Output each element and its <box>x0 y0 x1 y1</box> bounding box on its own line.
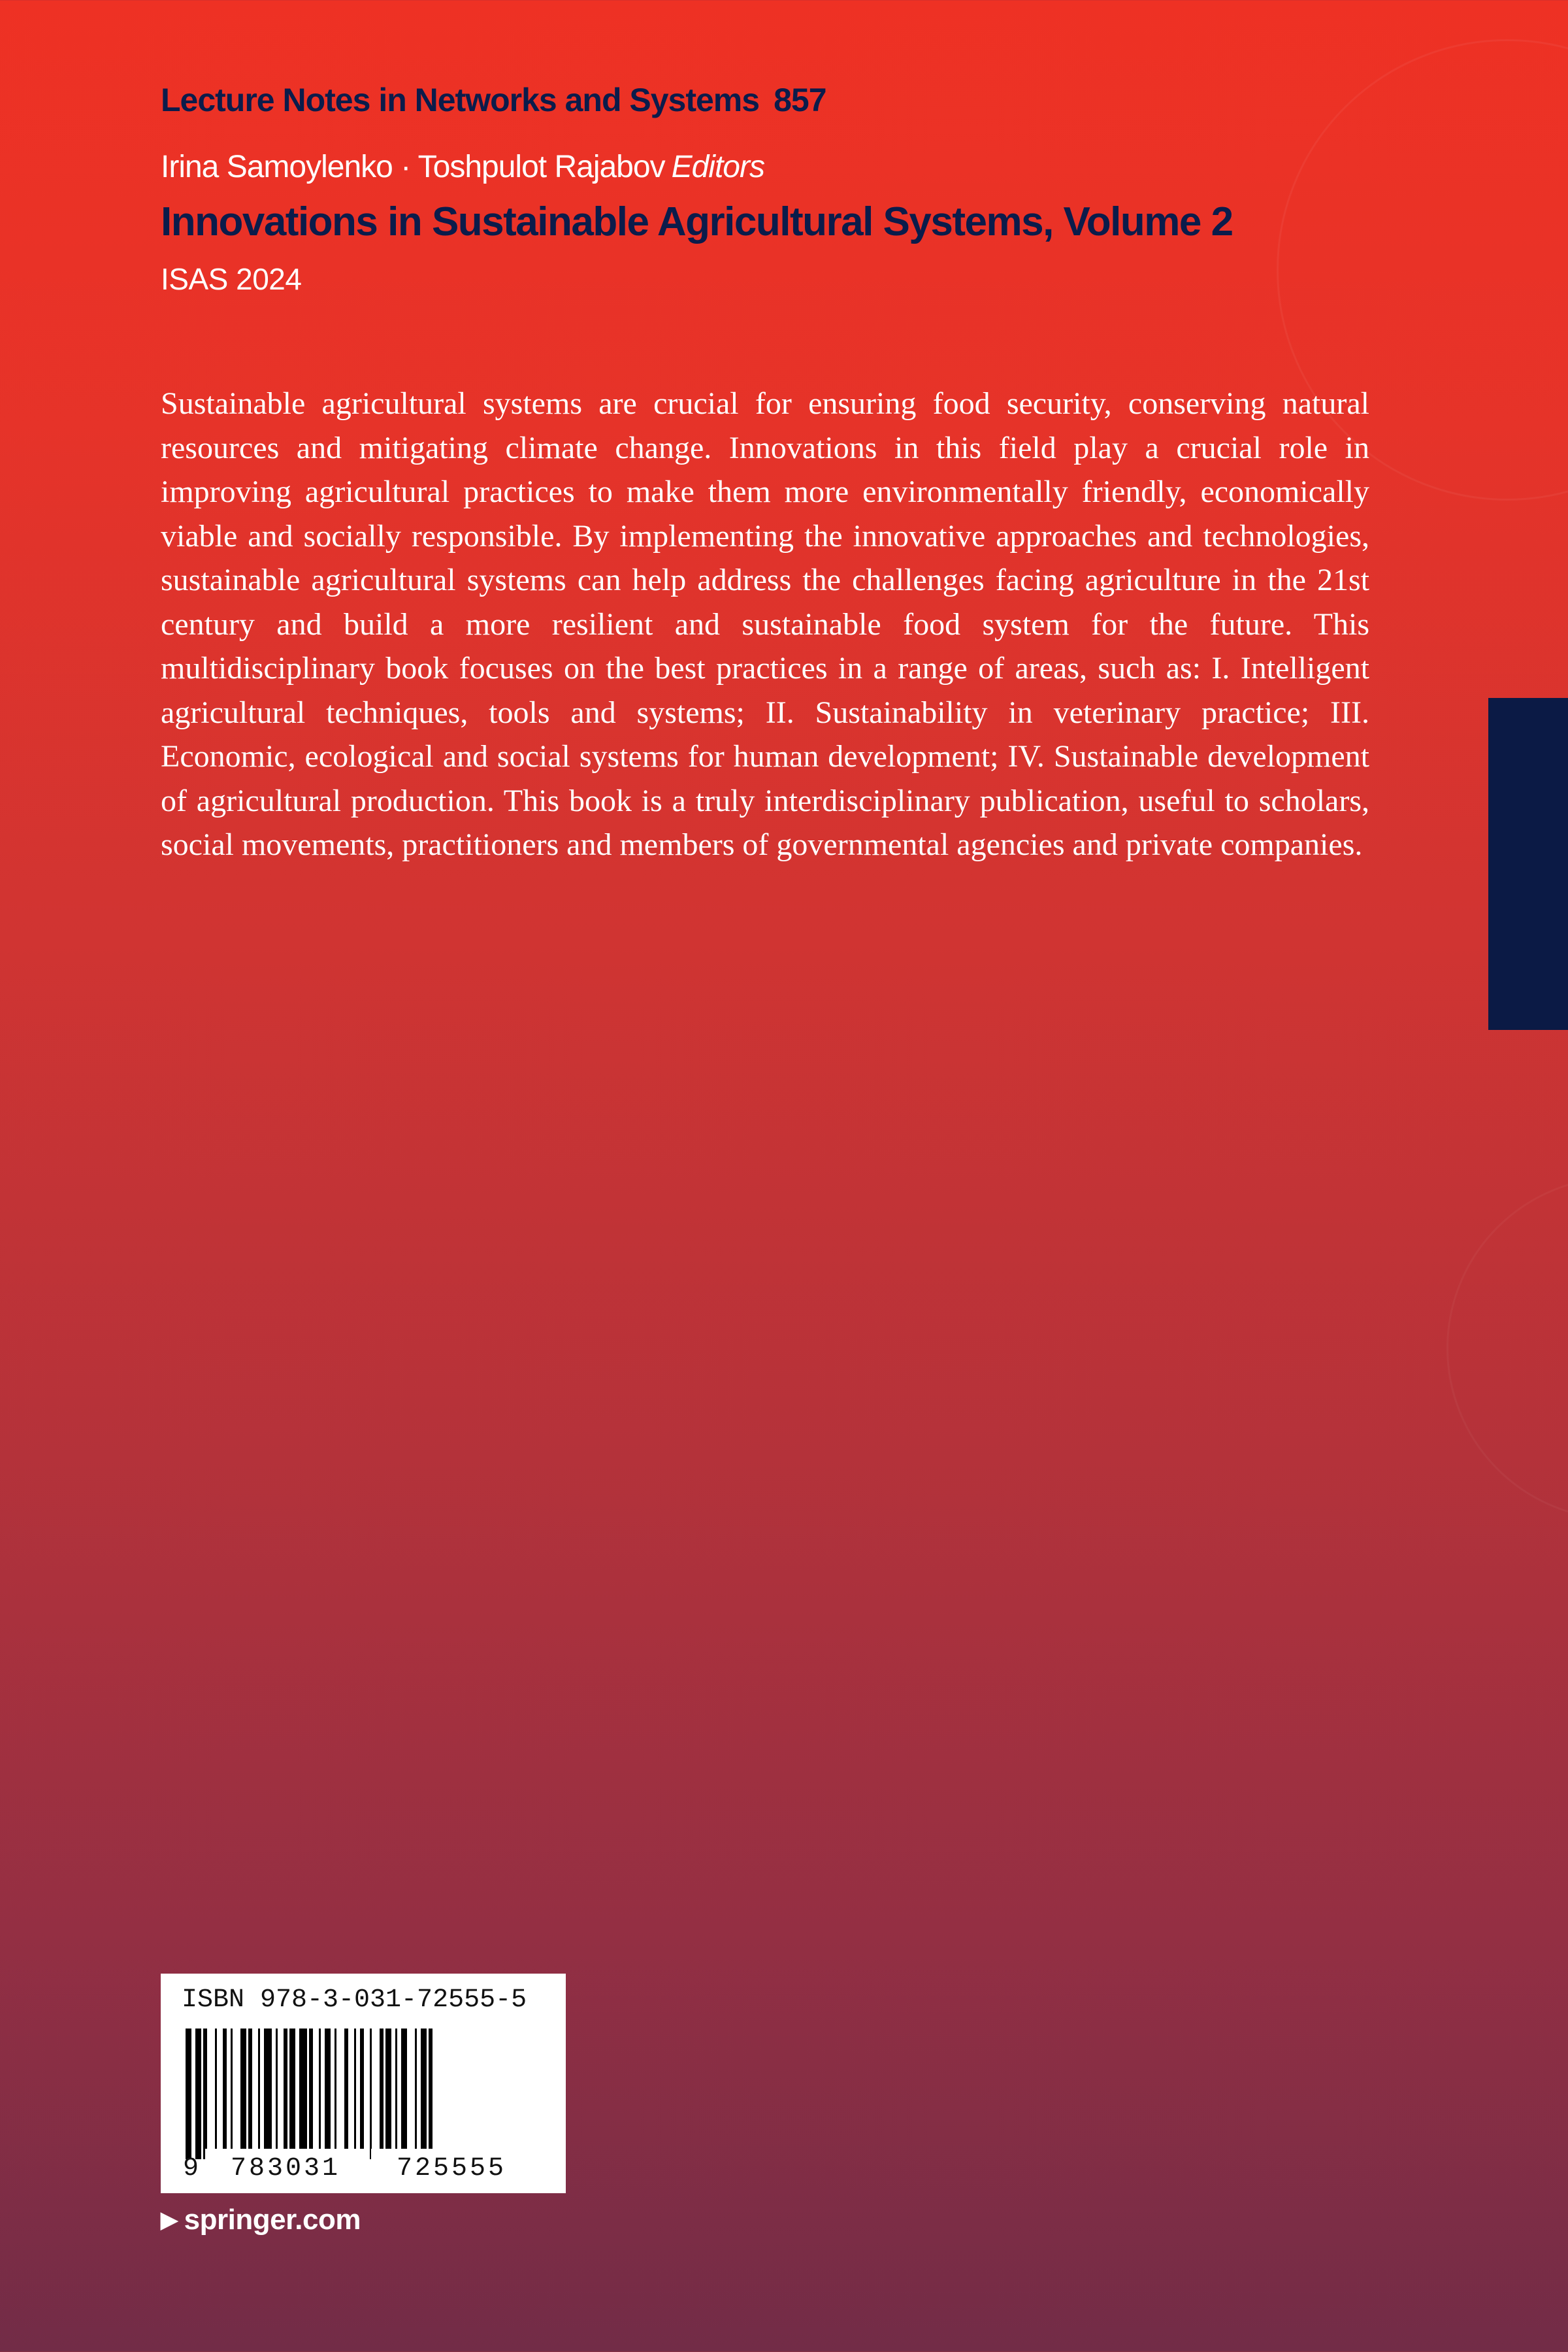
play-arrow-icon: ▶ <box>161 2208 178 2232</box>
publisher-url: springer.com <box>184 2204 361 2236</box>
barcode-bar <box>429 2029 433 2159</box>
barcode <box>180 2029 546 2159</box>
barcode-bar <box>421 2029 427 2159</box>
barcode-first-digit: 9 <box>183 2154 199 2181</box>
isbn-barcode-box <box>161 1974 566 2193</box>
barcode-left-digits: 783031 <box>230 2154 341 2181</box>
barcode-bar <box>335 2029 336 2159</box>
book-description: Sustainable agricultural systems are crucial for ensuring food security, conserving natural resources and mitigating climate change. Innovations in this field play a crucial role in improving agricultural practices to make them more environmentally friendly, economically viable and socially responsible. By implementing the innovative approaches and technologies, sustainable agricultural systems can help address the challenges facing agriculture in the 21st century and build a more resilient and sustainable food system for the future. This multidisciplinary book focuses on the best practices in a range of areas, such as: I. Intelligent agricultural techniques, tools and systems; II. Sustainability in veterinary practice; III. Economic, ecological and social systems for human development; IV. Sustainable development of agricultural production. This book is a truly interdisciplinary publication, useful to scholars, social movements, practitioners and members of governmental agencies and private companies. <box>161 386 1369 862</box>
series-title <box>161 81 826 119</box>
barcode-bar <box>325 2029 331 2159</box>
barcode-right-digits: 725555 <box>396 2154 507 2181</box>
isbn-label: ISBN 978-3-031-72555-5 <box>182 1985 527 2015</box>
barcode-bar <box>186 2029 191 2159</box>
book-title: Innovations in Sustainable Agricultural Systems, Volume 2 <box>161 199 1233 244</box>
barcode-bar <box>215 2029 217 2159</box>
barcode-bar <box>354 2029 356 2159</box>
decorative-circle <box>1446 1176 1568 1520</box>
barcode-digits <box>180 2149 546 2181</box>
publisher-link[interactable] <box>161 2204 361 2236</box>
book-subtitle: ISAS 2024 <box>161 262 302 296</box>
barcode-bar <box>395 2029 397 2159</box>
barcode-bar <box>231 2029 233 2159</box>
barcode-bar <box>344 2029 348 2159</box>
barcode-bar <box>385 2029 391 2159</box>
barcode-bar <box>370 2029 372 2159</box>
barcode-bar <box>195 2029 201 2159</box>
barcode-bar <box>415 2029 417 2159</box>
barcode-bar <box>258 2029 260 2159</box>
barcode-bar <box>299 2029 307 2159</box>
barcode-bar <box>276 2029 278 2159</box>
barcode-bar <box>289 2029 295 2159</box>
barcode-bar <box>309 2029 313 2159</box>
side-tab <box>1488 698 1568 1030</box>
barcode-bar <box>380 2029 384 2159</box>
barcode-bar <box>264 2029 272 2159</box>
series-number: 857 <box>774 82 826 118</box>
barcode-bar <box>240 2029 246 2159</box>
editor-names: Irina Samoylenko · Toshpulot Rajabov <box>161 150 665 184</box>
barcode-bar <box>223 2029 227 2159</box>
barcode-bar <box>284 2029 287 2159</box>
barcode-bar <box>319 2029 321 2159</box>
series-name: Lecture Notes in Networks and Systems <box>161 82 760 118</box>
barcode-bar <box>401 2029 407 2159</box>
barcode-bar <box>203 2029 207 2159</box>
barcode-bar <box>360 2029 364 2159</box>
editors <box>161 149 764 185</box>
editors-role: Editors <box>671 150 764 184</box>
barcode-bar <box>248 2029 252 2159</box>
